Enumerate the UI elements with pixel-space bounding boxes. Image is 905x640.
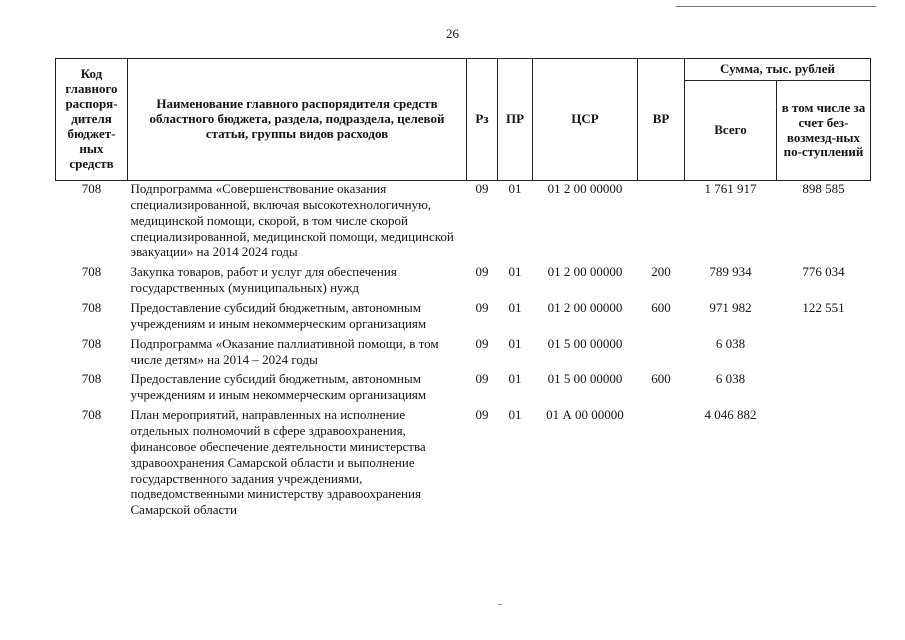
- cell-name: План мероприятий, направленных на исполнение отдельных полномочий в сфере здравоохранения, финансовое обеспечение деятельности министерства здравоохранения Самарской области и выполнение государственного задания учреждениями, подведомственными министерству здравоохранения Самарской области: [130, 407, 426, 518]
- table-row: [56, 371, 871, 407]
- header-rz: Рз: [467, 59, 498, 181]
- cell-code: 708: [81, 371, 102, 387]
- cell-free-receipts: [777, 407, 871, 522]
- cell-pr: 01: [508, 300, 522, 316]
- cell-pr: 01: [508, 181, 522, 196]
- cell-vr: 600: [651, 371, 671, 387]
- cell-rz: 09: [475, 264, 489, 280]
- cell-name: Подпрограмма «Совершенствование оказания специализированной, включая высокотехнологичную, медицинской помощи, скорой, в том числе скорой специализированной, медицинской помощи, медицинской эвакуации» на 2014 2024 годы: [130, 181, 454, 260]
- header-total: Всего: [685, 81, 777, 181]
- cell-name: Предоставление субсидий бюджетным, автономным учреждениям и иным некоммерческим организациям: [130, 300, 427, 331]
- cell-total: 971 982: [709, 300, 752, 316]
- page-number: 26: [446, 26, 459, 41]
- cell-vr: 600: [651, 300, 671, 316]
- cell-total: 1 761 917: [704, 181, 757, 196]
- header-csr: ЦСР: [533, 59, 638, 181]
- cell-csr: 01 2 00 00000: [547, 300, 623, 316]
- table-row: [56, 181, 871, 265]
- cell-csr: 01 2 00 00000: [547, 181, 623, 196]
- cell-pr: 01: [508, 371, 522, 387]
- cell-total: 789 934: [709, 264, 752, 280]
- cell-rz: 09: [475, 335, 489, 351]
- table-row: [56, 300, 871, 336]
- header-sum-group: Сумма, тыс. рублей: [685, 59, 871, 81]
- cell-csr: 01 5 00 00000: [547, 371, 623, 387]
- header-free-receipts: в том числе за счет без-возмезд-ных по-ступлений: [777, 81, 871, 181]
- cell-csr: 01 5 00 00000: [547, 335, 623, 351]
- budget-table: [55, 58, 871, 522]
- cell-rz: 09: [475, 407, 489, 423]
- cell-pr: 01: [508, 407, 522, 423]
- cell-name: Предоставление субсидий бюджетным, автономным учреждениям и иным некоммерческим организациям: [130, 371, 427, 403]
- cell-pr: 01: [508, 335, 522, 351]
- scan-mark: [498, 604, 502, 605]
- cell-name: Закупка товаров, работ и услуг для обеспечения государственных (муниципальных) нужд: [130, 264, 397, 296]
- cell-pr: 01: [508, 264, 522, 280]
- cell-rz: 09: [475, 371, 489, 387]
- cell-code: 708: [81, 407, 102, 423]
- cell-total: 6 038: [715, 371, 746, 387]
- cell-code: 708: [81, 264, 102, 280]
- cell-code: 708: [81, 181, 102, 196]
- cell-total: 6 038: [715, 335, 746, 351]
- cell-free-receipts: [777, 336, 871, 372]
- cell-vr: [638, 181, 685, 265]
- cell-rz: 09: [475, 181, 489, 196]
- cell-rz: 09: [475, 300, 489, 316]
- cell-free-receipts: 776 034: [802, 264, 845, 280]
- cell-free-receipts: [777, 371, 871, 407]
- top-rule: [676, 6, 876, 7]
- table-body: [56, 181, 871, 523]
- cell-vr: 200: [651, 264, 671, 280]
- cell-free-receipts: 122 551: [802, 300, 845, 316]
- header-vr: ВР: [638, 59, 685, 181]
- header-name: Наименование главного распорядителя средств областного бюджета, раздела, подраздела, целевой статьи, группы видов расходов: [128, 59, 467, 181]
- table-row: [56, 407, 871, 522]
- cell-code: 708: [81, 300, 102, 316]
- cell-vr: [638, 336, 685, 372]
- table-row: [56, 264, 871, 300]
- cell-code: 708: [81, 335, 102, 351]
- table-row: [56, 336, 871, 372]
- cell-total: 4 046 882: [704, 407, 757, 423]
- cell-csr: 01 2 00 00000: [547, 264, 623, 280]
- header-code: Код главного распоря-дителя бюджет-ных средств: [56, 59, 128, 181]
- cell-name: Подпрограмма «Оказание паллиативной помощи, в том числе детям» на 2014 – 2024 годы: [130, 335, 439, 367]
- header-pr: ПР: [498, 59, 533, 181]
- cell-free-receipts: 898 585: [802, 181, 845, 196]
- cell-csr: 01 А 00 00000: [546, 407, 624, 423]
- cell-vr: [638, 407, 685, 522]
